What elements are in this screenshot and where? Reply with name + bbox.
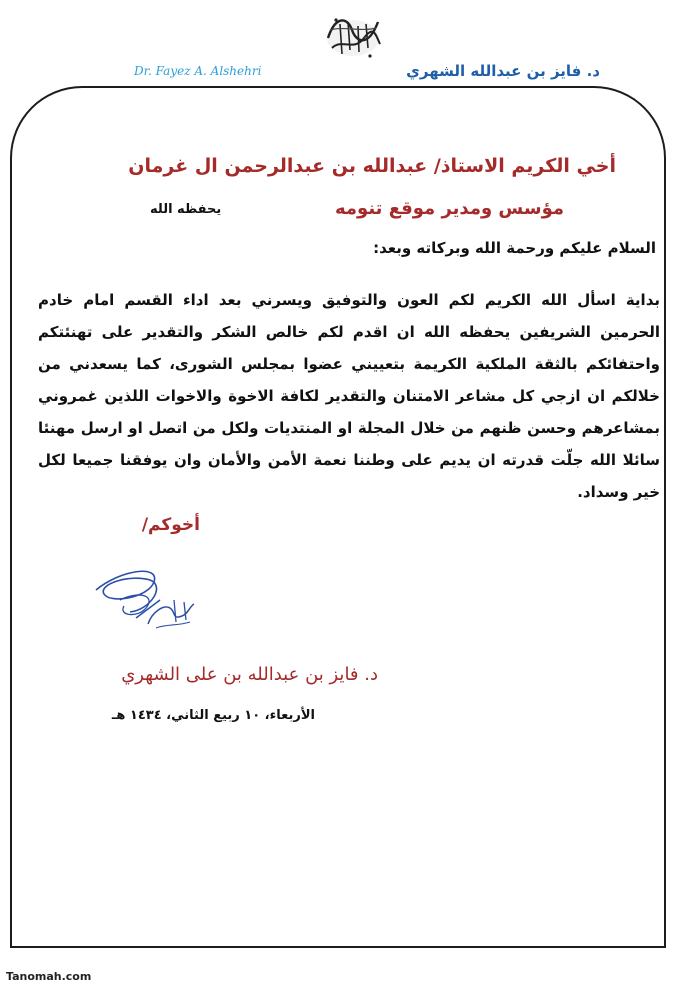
calligraphy-logo: [318, 8, 388, 64]
honorific: يحفظه الله: [150, 202, 222, 217]
recipient-role: مؤسس ومدير موقع تنومه: [334, 198, 564, 219]
greeting: السلام عليكم ورحمة الله وبركاته وبعد:: [373, 239, 656, 257]
frame-bottom-rule: [10, 946, 666, 948]
closing: أخوكم/: [141, 515, 200, 535]
recipient-line: أخي الكريم الاستاذ/ عبدالله بن عبدالرحمن ال غرمان: [128, 155, 616, 177]
signatory-name: د. فايز بن عبدالله بن على الشهري: [121, 664, 378, 685]
watermark: Tanomah.com: [6, 970, 92, 983]
sender-name-arabic: د. فايز بن عبدالله الشهري: [406, 62, 600, 80]
sender-name-english: Dr. Fayez A. Alshehri: [134, 64, 262, 78]
letter-date: الأربعاء، ١٠ ربيع الثاني، ١٤٣٤ هـ: [111, 708, 315, 723]
letter-body: بداية اسأل الله الكريم لكم العون والتوفيق ويسرني بعد اداء القسم امام خادم الحرمين الشريفين يحفظه الله ان اقدم لكم خالص الشكر والتقدير على تهنئتكم واحتفائكم بالثقة الملكية الكريمة بتعييني عضوا بمجلس الشورى، كما يسعدني من خلالكم ان ازجي كل مشاعر الامتنان والتقدير لكافة الاخوة والاخوات اللذين غمروني بمشاعرهم وحسن ظنهم من خلال المجلة او المنتديات ولكل من اتصل او ارسل مهنئا سائلا الله جلّت قدرته ان يديم على وطننا نعمة الأمن والأمان وان يوفقنا جميعا لكل خير وسداد.: [38, 291, 660, 501]
handwritten-signature: [90, 560, 200, 636]
